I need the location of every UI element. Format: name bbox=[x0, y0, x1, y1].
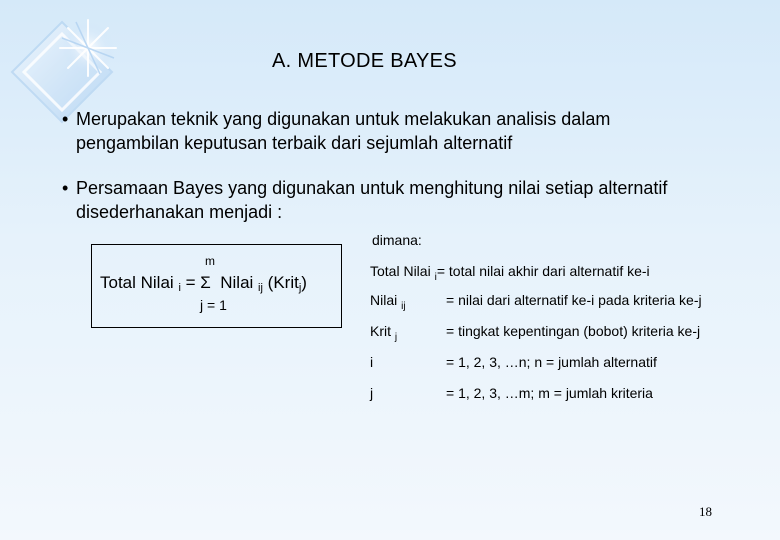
formula-factor-open: (Krit bbox=[267, 273, 299, 292]
legend-heading: dimana: bbox=[372, 232, 422, 248]
formula-term-sub: ij bbox=[258, 282, 263, 294]
page-number: 18 bbox=[699, 504, 712, 519]
bullet-dot: • bbox=[62, 109, 69, 129]
formula-factor-sub: j bbox=[298, 282, 302, 294]
legend-term-sub: ij bbox=[401, 301, 406, 312]
legend-term-krit bbox=[370, 323, 397, 343]
legend-desc-i: = 1, 2, 3, …n; n = jumlah alternatif bbox=[446, 354, 657, 370]
legend-term-j: j bbox=[370, 385, 374, 401]
bullet-1 bbox=[62, 107, 716, 155]
bullet-2 bbox=[62, 176, 736, 224]
formula-lower-limit: j = 1 bbox=[200, 297, 227, 313]
legend-term-text: Krit bbox=[370, 323, 395, 339]
legend-term-total-nilai bbox=[370, 263, 650, 283]
legend-term-text: Total Nilai bbox=[370, 263, 435, 279]
bullet-2-line-1: Persamaan Bayes yang digunakan untuk menghitung nilai setiap alternatif bbox=[76, 178, 668, 198]
legend-term-sub: i bbox=[434, 272, 437, 283]
formula-lhs: Total Nilai bbox=[100, 273, 174, 292]
formula-expression bbox=[100, 273, 307, 294]
slide-title: A. METODE BAYES bbox=[272, 50, 457, 72]
legend-desc-j: = 1, 2, 3, …m; m = jumlah kriteria bbox=[446, 385, 653, 401]
formula-factor-close: ) bbox=[301, 273, 307, 292]
legend-term-text: Nilai bbox=[370, 292, 402, 308]
legend-desc-krit: = tingkat kepentingan (bobot) kriteria ke-j bbox=[446, 323, 701, 339]
legend-term-nilai bbox=[370, 292, 406, 312]
bullet-1-line-2: pengambilan keputusan terbaik dari sejumlah alternatif bbox=[76, 133, 513, 153]
legend-desc: = total nilai akhir dari alternatif ke-i bbox=[436, 263, 650, 279]
bullet-2-line-2: disederhanakan menjadi : bbox=[76, 202, 283, 222]
formula-upper-limit: m bbox=[205, 254, 215, 268]
formula-lhs-sub: i bbox=[178, 282, 181, 294]
legend-desc-nilai: = nilai dari alternatif ke-i pada kriteria ke-j bbox=[446, 292, 702, 308]
legend-term-i: i bbox=[370, 354, 374, 370]
bullet-dot: • bbox=[62, 178, 69, 198]
formula-term: Nilai bbox=[220, 273, 254, 292]
formula-equals-sigma: = Σ bbox=[185, 273, 211, 292]
legend-term-sub: j bbox=[394, 332, 398, 343]
bullet-1-line-1: Merupakan teknik yang digunakan untuk melakukan analisis dalam bbox=[76, 109, 611, 129]
